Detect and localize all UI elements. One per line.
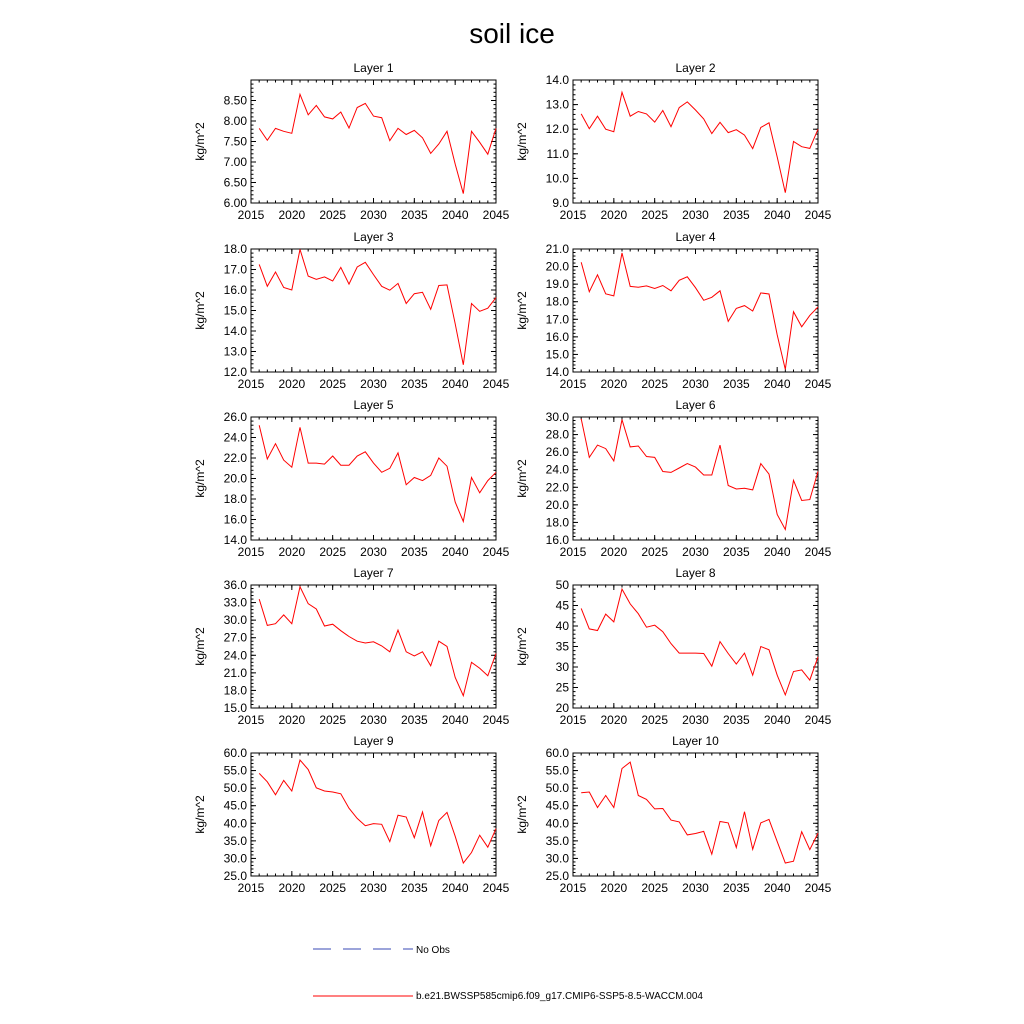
y-tick-label: 19.0 (545, 277, 569, 292)
x-tick-label: 2035 (722, 713, 750, 727)
y-tick-label: 21.0 (223, 665, 247, 680)
series-line-layer-3 (259, 249, 496, 364)
y-tick-label: 20.0 (545, 497, 569, 512)
x-tick-label: 2035 (400, 713, 428, 727)
x-tick-label: 2015 (559, 545, 587, 559)
y-tick-label: 14.0 (223, 533, 247, 547)
plot-frame (251, 249, 496, 372)
y-tick-label: 11.0 (546, 146, 569, 161)
x-tick-label: 2040 (441, 713, 469, 727)
y-axis-label: kg/m^2 (193, 795, 207, 834)
y-tick-label: 22.0 (545, 480, 569, 495)
y-tick-label: 8.50 (223, 93, 247, 108)
panel-layer-4 (515, 230, 832, 391)
panel-layer-2 (515, 61, 832, 222)
x-tick-label: 2015 (237, 545, 265, 559)
y-tick-label: 14.0 (223, 324, 247, 338)
y-axis-label: kg/m^2 (515, 122, 529, 161)
y-tick-label: 30.0 (545, 410, 569, 424)
y-tick-label: 17.0 (545, 312, 569, 327)
y-tick-label: 20.0 (223, 471, 247, 486)
x-tick-label: 2035 (400, 377, 428, 391)
y-tick-label: 16.0 (223, 283, 247, 297)
y-tick-label: 18.0 (223, 492, 247, 506)
x-tick-label: 2020 (278, 713, 306, 727)
y-axis-label: kg/m^2 (515, 795, 529, 834)
series-line-layer-8 (581, 589, 818, 695)
panel-title: Layer 7 (353, 566, 394, 580)
x-tick-label: 2020 (600, 713, 628, 727)
y-tick-label: 26.0 (545, 445, 569, 460)
x-tick-label: 2045 (482, 377, 510, 391)
y-tick-label: 25.0 (223, 869, 247, 883)
x-tick-label: 2015 (559, 713, 587, 727)
x-tick-label: 2040 (441, 545, 469, 559)
y-tick-label: 30 (555, 660, 569, 674)
figure-title: soil ice (469, 18, 555, 49)
y-tick-label: 16.0 (545, 329, 569, 344)
y-tick-label: 24.0 (545, 462, 569, 477)
panel-layer-7 (193, 566, 510, 727)
x-tick-label: 2025 (319, 713, 347, 727)
x-tick-label: 2030 (682, 881, 709, 895)
panel-layer-3 (193, 230, 510, 391)
x-tick-label: 2015 (237, 713, 265, 727)
y-tick-label: 16.0 (223, 512, 247, 527)
y-tick-label: 35.0 (545, 833, 569, 848)
y-tick-label: 60.0 (545, 746, 569, 760)
x-tick-label: 2020 (278, 545, 306, 559)
y-axis-label: kg/m^2 (515, 291, 529, 330)
series-line-layer-5 (259, 425, 496, 521)
x-tick-label: 2035 (400, 881, 428, 895)
y-tick-label: 35 (555, 639, 569, 654)
x-tick-label: 2020 (278, 208, 306, 222)
x-tick-label: 2020 (600, 377, 628, 391)
y-tick-label: 26.0 (223, 410, 247, 424)
x-tick-label: 2035 (722, 208, 750, 222)
y-tick-label: 14.0 (545, 365, 569, 379)
x-tick-label: 2030 (682, 545, 709, 559)
y-axis-label: kg/m^2 (193, 627, 207, 666)
x-tick-label: 2045 (804, 545, 832, 559)
plot-frame (573, 585, 818, 708)
x-tick-label: 2045 (482, 881, 510, 895)
x-tick-label: 2015 (559, 881, 587, 895)
y-tick-label: 36.0 (223, 578, 247, 592)
x-tick-label: 2020 (600, 881, 628, 895)
y-tick-label: 12.0 (223, 365, 247, 379)
x-tick-label: 2040 (441, 208, 469, 222)
x-tick-label: 2045 (804, 208, 832, 222)
y-tick-label: 40.0 (545, 816, 569, 831)
y-tick-label: 16.0 (545, 533, 569, 547)
y-tick-label: 28.0 (545, 427, 569, 442)
y-tick-label: 20.0 (545, 259, 569, 274)
plot-frame (251, 753, 496, 876)
y-tick-label: 6.00 (223, 196, 247, 210)
y-tick-label: 15.0 (545, 347, 569, 362)
x-tick-label: 2025 (319, 208, 347, 222)
x-tick-label: 2025 (641, 377, 669, 391)
x-tick-label: 2035 (400, 545, 428, 559)
y-tick-label: 55.0 (223, 763, 247, 778)
y-tick-label: 18.0 (223, 683, 247, 698)
y-tick-label: 6.50 (223, 175, 247, 190)
panel-title: Layer 4 (675, 230, 716, 244)
panel-title: Layer 3 (353, 230, 394, 244)
panel-layer-6 (515, 398, 832, 559)
x-tick-label: 2045 (804, 377, 832, 391)
series-line-layer-9 (259, 760, 496, 863)
x-tick-label: 2020 (600, 545, 628, 559)
x-tick-label: 2030 (360, 713, 387, 727)
y-tick-label: 50.0 (545, 781, 569, 796)
x-tick-label: 2045 (804, 881, 832, 895)
series-line-layer-10 (581, 762, 818, 863)
panel-layer-9 (193, 734, 510, 895)
x-tick-label: 2015 (559, 377, 587, 391)
legend-series-label: b.e21.BWSSP585cmip6.f09_g17.CMIP6-SSP5-8.5-WACCM.004 (416, 991, 703, 1002)
series-line-layer-2 (581, 92, 818, 192)
x-tick-label: 2025 (319, 881, 347, 895)
y-tick-label: 45.0 (545, 798, 569, 813)
x-tick-label: 2035 (400, 208, 428, 222)
panel-title: Layer 6 (675, 398, 716, 412)
y-tick-label: 18.0 (223, 242, 247, 256)
y-tick-label: 45 (555, 598, 569, 613)
y-tick-label: 14.0 (545, 73, 569, 87)
y-tick-label: 10.0 (545, 171, 569, 186)
x-tick-label: 2035 (722, 545, 750, 559)
plot-frame (251, 585, 496, 708)
panel-layer-8 (515, 566, 832, 727)
plot-frame (573, 80, 818, 203)
x-tick-label: 2040 (763, 545, 791, 559)
x-tick-label: 2025 (641, 713, 669, 727)
x-tick-label: 2040 (763, 881, 791, 895)
y-tick-label: 12.0 (545, 122, 569, 137)
x-tick-label: 2030 (360, 881, 387, 895)
y-tick-label: 40 (555, 619, 569, 633)
plot-frame (251, 417, 496, 540)
y-axis-label: kg/m^2 (515, 627, 529, 666)
x-tick-label: 2045 (804, 713, 832, 727)
panel-title: Layer 2 (675, 61, 716, 75)
panel-title: Layer 1 (353, 61, 394, 75)
y-tick-label: 24.0 (223, 648, 247, 663)
y-tick-label: 50.0 (223, 781, 247, 796)
y-axis-label: kg/m^2 (193, 291, 207, 330)
panel-layer-1 (193, 61, 510, 222)
x-tick-label: 2025 (319, 377, 347, 391)
x-tick-label: 2040 (763, 377, 791, 391)
x-tick-label: 2015 (237, 377, 265, 391)
y-tick-label: 25 (555, 680, 569, 695)
x-tick-label: 2035 (722, 881, 750, 895)
y-tick-label: 45.0 (223, 798, 247, 813)
series-line-layer-1 (259, 94, 496, 193)
x-tick-label: 2030 (360, 208, 387, 222)
panel-title: Layer 5 (353, 398, 394, 412)
y-tick-label: 35.0 (223, 833, 247, 848)
y-tick-label: 13.0 (545, 97, 569, 112)
panels-group (193, 61, 832, 895)
y-tick-label: 15.0 (223, 701, 247, 715)
x-tick-label: 2040 (763, 208, 791, 222)
x-tick-label: 2025 (319, 545, 347, 559)
x-tick-label: 2030 (682, 377, 709, 391)
y-tick-label: 30.0 (223, 851, 247, 866)
x-tick-label: 2020 (278, 377, 306, 391)
plot-frame (251, 80, 496, 203)
y-tick-label: 55.0 (545, 763, 569, 778)
y-tick-label: 25.0 (545, 869, 569, 883)
y-tick-label: 33.0 (223, 595, 247, 610)
y-tick-label: 7.50 (223, 134, 247, 149)
x-tick-label: 2030 (360, 377, 387, 391)
panel-layer-5 (193, 398, 510, 559)
x-tick-label: 2030 (360, 545, 387, 559)
y-tick-label: 9.0 (552, 196, 569, 210)
y-axis-label: kg/m^2 (515, 459, 529, 498)
y-tick-label: 13.0 (223, 344, 247, 359)
x-tick-label: 2045 (482, 545, 510, 559)
y-tick-label: 50 (555, 578, 569, 592)
y-axis-label: kg/m^2 (193, 459, 207, 498)
x-tick-label: 2025 (641, 208, 669, 222)
x-tick-label: 2020 (278, 881, 306, 895)
x-tick-label: 2030 (682, 713, 709, 727)
series-line-layer-6 (581, 419, 818, 530)
y-tick-label: 7.00 (223, 155, 247, 169)
y-tick-label: 22.0 (223, 451, 247, 465)
y-tick-label: 18.0 (545, 294, 569, 309)
x-tick-label: 2040 (441, 881, 469, 895)
x-tick-label: 2040 (763, 713, 791, 727)
x-tick-label: 2035 (722, 377, 750, 391)
y-tick-label: 40.0 (223, 816, 247, 831)
y-tick-label: 24.0 (223, 430, 247, 445)
y-tick-label: 30.0 (223, 613, 247, 628)
y-tick-label: 60.0 (223, 746, 247, 760)
x-tick-label: 2025 (641, 881, 669, 895)
y-tick-label: 8.00 (223, 114, 247, 128)
y-axis-label: kg/m^2 (193, 122, 207, 161)
x-tick-label: 2045 (482, 713, 510, 727)
x-tick-label: 2015 (237, 208, 265, 222)
y-tick-label: 21.0 (545, 242, 569, 256)
plot-frame (573, 753, 818, 876)
panel-title: Layer 8 (675, 566, 716, 580)
y-tick-label: 15.0 (223, 303, 247, 318)
x-tick-label: 2015 (237, 881, 265, 895)
x-tick-label: 2020 (600, 208, 628, 222)
y-tick-label: 20 (555, 701, 569, 715)
x-tick-label: 2025 (641, 545, 669, 559)
x-tick-label: 2045 (482, 208, 510, 222)
y-tick-label: 18.0 (545, 515, 569, 530)
panel-layer-10 (515, 734, 832, 895)
y-tick-label: 17.0 (223, 262, 247, 277)
x-tick-label: 2040 (441, 377, 469, 391)
x-tick-label: 2030 (682, 208, 709, 222)
panel-title: Layer 10 (672, 734, 719, 748)
legend-no-obs-label: No Obs (416, 945, 450, 956)
series-line-layer-4 (581, 253, 818, 369)
panel-title: Layer 9 (353, 734, 394, 748)
x-tick-label: 2015 (559, 208, 587, 222)
y-tick-label: 27.0 (223, 630, 247, 645)
y-tick-label: 30.0 (545, 851, 569, 866)
legend (313, 945, 703, 1002)
series-line-layer-7 (259, 587, 496, 696)
